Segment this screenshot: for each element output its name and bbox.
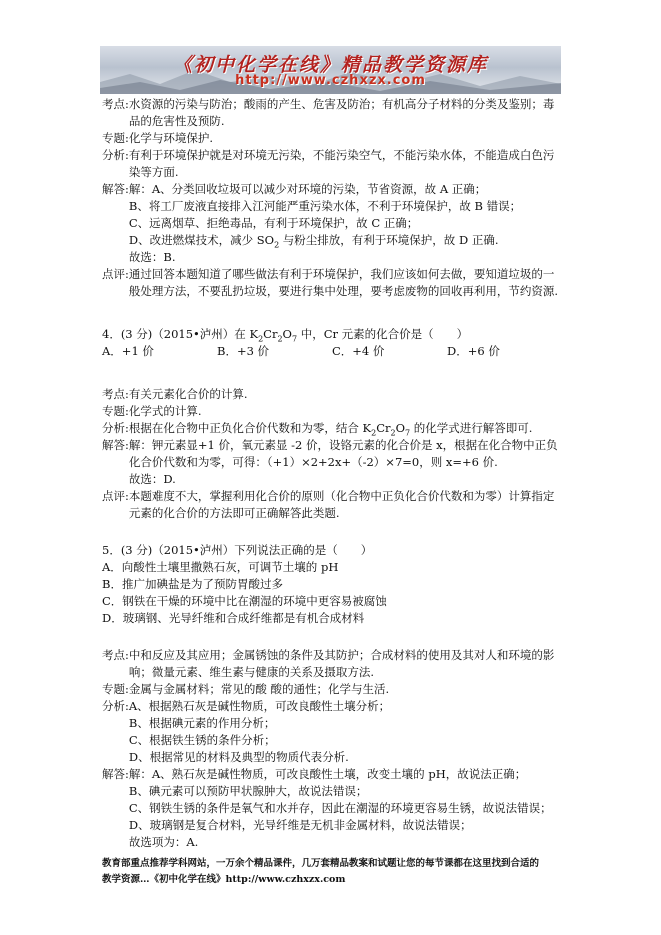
q3-dianping bbox=[102, 266, 562, 300]
dianping-label: 点评: bbox=[102, 489, 129, 503]
jieda-line: 解：钾元素显+1 价，氧元素显 -2 价，设铬元素的化合价是 x，根据在化合物中正负化合价代数和为零，可得：（+1）×2+2x+（-2）×7=0，则 x=+6 价. bbox=[128, 438, 558, 469]
option-d: D．+6 价 bbox=[447, 344, 500, 358]
q4-jieda bbox=[102, 437, 562, 488]
q5-fenxi bbox=[102, 698, 562, 766]
q3-jieda bbox=[102, 181, 562, 266]
option-a: A．向酸性土壤里撒熟石灰，可调节土壤的 pH bbox=[102, 560, 339, 574]
option-b: B．+3 价 bbox=[217, 344, 270, 358]
kaodian-text: 中和反应及其应用；金属锈蚀的条件及其防护；合成材料的使用及其对人和环境的影响；微量元素、维生素与健康的关系及摄取方法. bbox=[128, 648, 555, 679]
dianping-label: 点评: bbox=[102, 267, 129, 281]
fenxi-text: 根据在化合物中正负化合价代数和为零，结合 $K_2Cr_2O_7$ 的化学式进行解答即可. bbox=[128, 421, 533, 438]
q4-kaodian bbox=[102, 386, 562, 403]
option-b: B．推广加碘盐是为了预防胃酸过多 bbox=[102, 577, 283, 591]
kaodian-label: 考点: bbox=[102, 97, 129, 111]
fenxi-line: C、根据铁生锈的条件分析； bbox=[128, 733, 276, 747]
jieda-line: B、将工厂废液直接排入江河能严重污染水体，不利于环境保护，故 B 错误； bbox=[128, 199, 522, 213]
q5-kaodian bbox=[102, 647, 562, 681]
zhuanti-text: 化学与环境保护. bbox=[128, 131, 214, 145]
jieda-line: 故选：B. bbox=[128, 250, 176, 264]
option-c: C．+4 价 bbox=[332, 344, 385, 358]
q4-options bbox=[102, 343, 562, 360]
zhuanti-text: 化学式的计算. bbox=[128, 404, 202, 418]
kaodian-label: 考点: bbox=[102, 387, 129, 401]
option-d: D．玻璃钢、光导纤维和合成纤维都是有机合成材料 bbox=[102, 611, 365, 625]
jieda-line: C、钢铁生锈的条件是氧气和水并存，因此在潮湿的环境更容易生锈，故说法错误； bbox=[128, 801, 552, 815]
fenxi-line: B、根据碘元素的作用分析； bbox=[128, 716, 276, 730]
jieda-block bbox=[129, 437, 562, 488]
fenxi-label: 分析: bbox=[102, 699, 129, 713]
kaodian-label: 考点: bbox=[102, 648, 129, 662]
jieda-line: 解：A、熟石灰是碱性物质，可改良酸性土壤，改变土壤的 pH，故说法正确； bbox=[128, 767, 527, 781]
zhuanti-label: 专题: bbox=[102, 131, 129, 145]
jieda-block bbox=[129, 766, 562, 851]
q4-stem: 4．(3 分)（2015•泸州）在 $K_2Cr_2O_7$ 中，Cr 元素的化合价是（ ） bbox=[102, 327, 469, 344]
fenxi-block bbox=[129, 698, 562, 766]
q4-fenxi bbox=[102, 420, 562, 437]
fenxi-text: 有利于环境保护就是对环境无污染，不能污染空气，不能污染水体，不能造成白色污染等方面. bbox=[128, 148, 555, 179]
jieda-block bbox=[129, 181, 562, 266]
kaodian-text: 水资源的污染与防治；酸雨的产生、危害及防治；有机高分子材料的分类及鉴别；毒品的危害性及预防. bbox=[128, 97, 555, 128]
jieda-line: 故选项为：A. bbox=[128, 835, 199, 849]
jieda-line: B、碘元素可以预防甲状腺肿大，故说法错误； bbox=[128, 784, 368, 798]
option-c: C．钢铁在干燥的环境中比在潮湿的环境中更容易被腐蚀 bbox=[102, 594, 387, 608]
footer-line[interactable]: 教学资源…《初中化学在线》http://www.czhxzx.com bbox=[102, 874, 346, 885]
jieda-line: 解：A、分类回收垃圾可以减少对环境的污染，节省资源，故 A 正确； bbox=[128, 182, 487, 196]
footer-line: 教育部重点推荐学科网站，一万余个精品课件，几万套精品教案和试题让您的每节课都在这里找到合适的 bbox=[102, 858, 540, 869]
jieda-label: 解答: bbox=[102, 182, 129, 196]
jieda-line: 故选：D. bbox=[128, 472, 176, 486]
q3-zhuanti bbox=[102, 130, 562, 147]
q4-zhuanti bbox=[102, 403, 562, 420]
q5-jieda bbox=[102, 766, 562, 851]
q3-kaodian bbox=[102, 96, 562, 130]
jieda-line: D、改进燃煤技术，减少 $SO_2$ 与粉尘排放，有利于环境保护，故 D 正确. bbox=[128, 233, 499, 250]
fenxi-line: D、根据常见的材料及典型的物质代表分析. bbox=[128, 750, 349, 764]
document-body bbox=[102, 96, 562, 851]
option-a: A．+1 价 bbox=[102, 344, 154, 358]
banner-url[interactable]: http://www.czhxzx.com bbox=[235, 73, 426, 88]
q4-dianping bbox=[102, 488, 562, 522]
jieda-line: C、远离烟草、拒绝毒品，有利于环境保护，故 C 正确； bbox=[128, 216, 419, 230]
page-footer bbox=[102, 856, 562, 888]
dianping-text: 本题难度不大，掌握利用化合价的原则（化合物中正负化合价代数和为零）计算指定元素的化合价的方法即可正确解答此类题. bbox=[128, 489, 555, 520]
fenxi-line: A、根据熟石灰是碱性物质，可改良酸性土壤分析； bbox=[128, 699, 391, 713]
q5-stem: 5．(3 分)（2015•泸州）下列说法正确的是（ ） bbox=[102, 543, 373, 557]
q5-zhuanti bbox=[102, 681, 562, 698]
zhuanti-label: 专题: bbox=[102, 682, 129, 696]
q3-fenxi bbox=[102, 147, 562, 181]
jieda-line: D、玻璃钢是复合材料，光导纤维是无机非金属材料，故说法错误； bbox=[128, 818, 472, 832]
kaodian-text: 有关元素化合价的计算. bbox=[128, 387, 248, 401]
zhuanti-text: 金属与金属材料；常见的酸 酸的通性；化学与生活. bbox=[128, 682, 390, 696]
dianping-text: 通过回答本题知道了哪些做法有利于环境保护，我们应该如何去做，要知道垃圾的一般处理方法，不要乱扔垃圾，要进行集中处理，要考虑废物的回收再利用，节约资源. bbox=[128, 267, 559, 298]
jieda-label: 解答: bbox=[102, 767, 129, 781]
zhuanti-label: 专题: bbox=[102, 404, 129, 418]
fenxi-label: 分析: bbox=[102, 421, 129, 435]
jieda-label: 解答: bbox=[102, 438, 129, 452]
site-banner bbox=[100, 46, 561, 94]
fenxi-label: 分析: bbox=[102, 148, 129, 162]
banner-title: 《初中化学在线》精品教学资源库 bbox=[172, 54, 488, 76]
